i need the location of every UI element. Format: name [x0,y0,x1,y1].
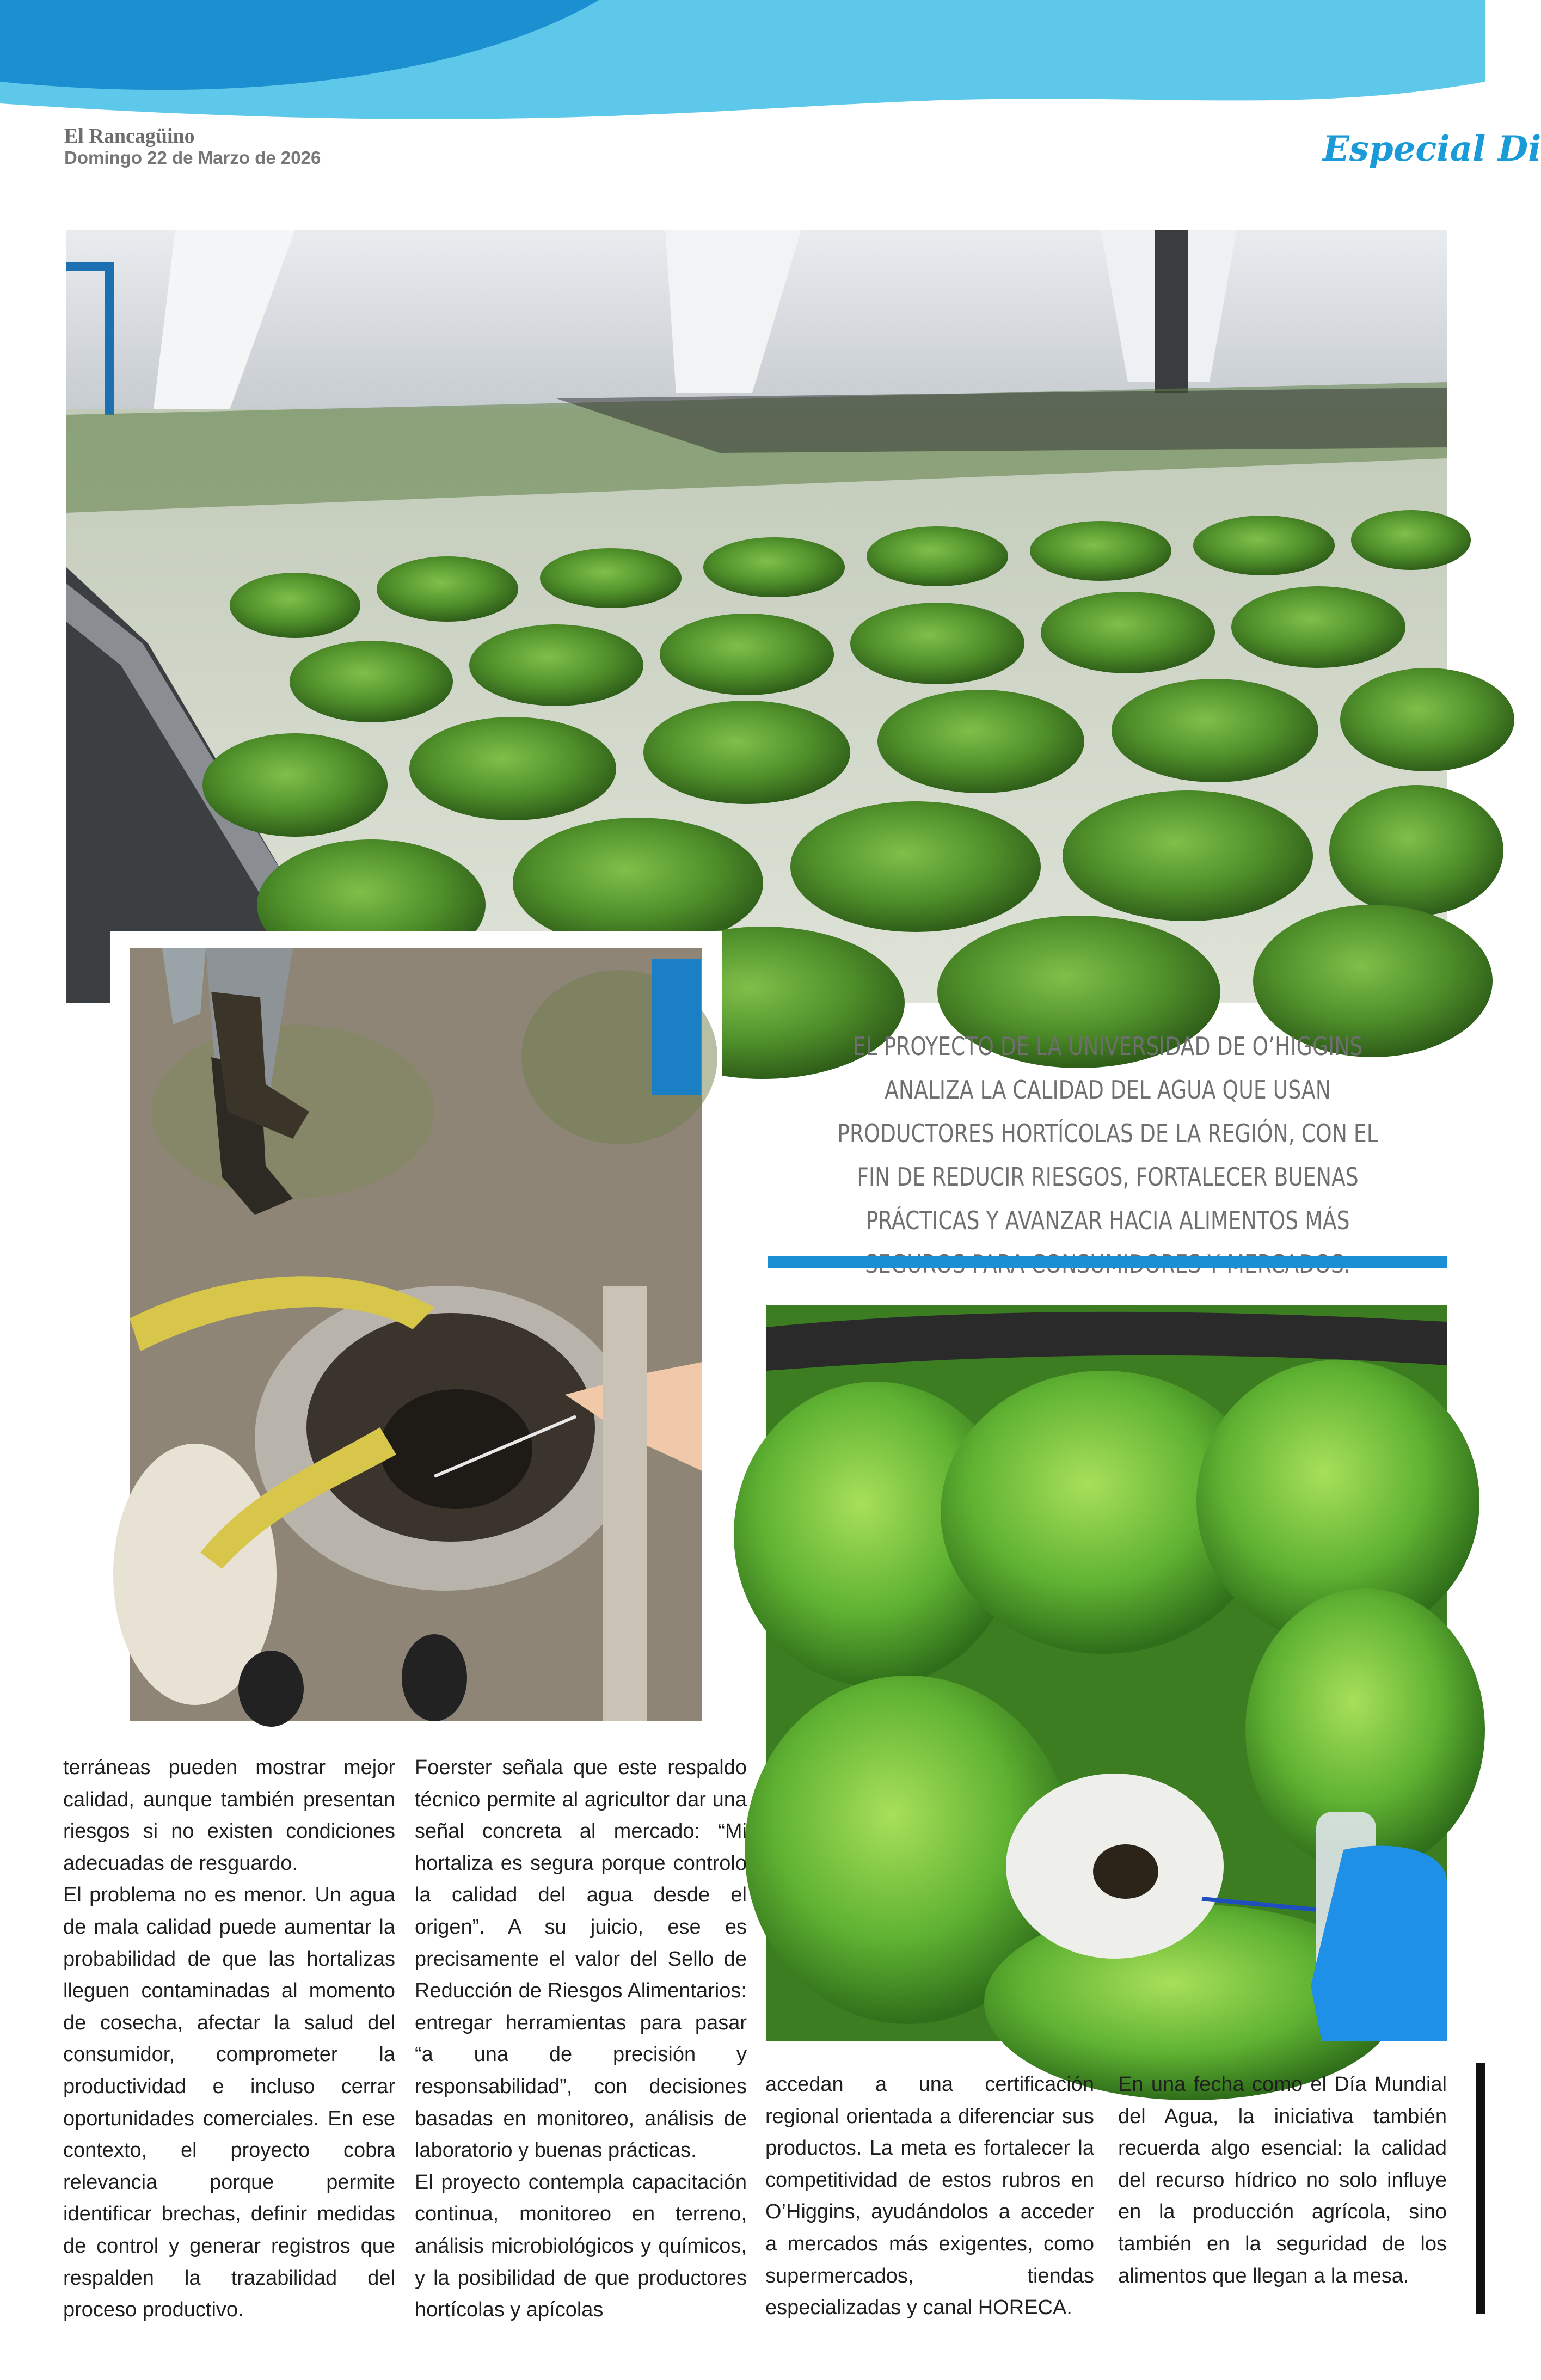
masthead [64,125,321,169]
article-paragraph: El proyecto contempla capacitación continua, monitoreo en terreno, análisis microbiológicos y químicos, y la posibilidad de que productores hortícolas y apícolas [415,2170,747,2322]
article-column-4 [1118,2069,1447,2292]
page-edge-mark [1476,2063,1485,2314]
article-column-3 [765,2069,1094,2324]
issue-date: Domingo 22 de Marzo de 2026 [64,148,321,168]
header-wave [0,0,1485,142]
article-column-2 [415,1752,747,2326]
section-title: Especial Di [1323,128,1541,169]
article-paragraph: terráneas pueden mostrar mejor calidad, aunque también presentan riesgos si no existen condiciones adecuadas de resguardo. [63,1756,395,1875]
well-water-sampling-photo [130,948,702,1721]
greenhouse-lettuce-photo [66,230,1447,1003]
lettuce-sample-photo [766,1305,1447,2041]
pull-quote: EL PROYECTO DE LA UNIVERSIDAD DE O’HIGGINS ANALIZA LA CALIDAD DEL AGUA QUE USAN PRODUCTORES HORTÍCOLAS DE LA REGIÓN, CON EL FIN DE REDUCIR RIESGOS, FORTALECER BUENAS PRÁCTICAS Y AVANZAR HACIA ALIMENTOS MÁS [837,1032,1378,1235]
article-paragraph: Foerster señala que este respaldo técnico permite al agricultor dar una señal concreta al mercado: “Mi hortaliza es segura porque controlo la calidad del agua desde el origen”. A su juicio, ese es precisamente el valor del Sello de Reducción de Riesgos Alimentarios: entregar herramientas para pasar “a una de precisión y responsabilidad”, con decisiones basadas en monitoreo, análisis de laboratorio y buenas prácticas. [415,1756,747,2162]
article-paragraph: En una fecha como el Día Mundial del Agua, la iniciativa también recuerda algo esencial: la calidad del recurso hídrico no solo influye en la producción agrícola, sino también en la seguridad de los alimentos que llegan a la mesa. [1118,2073,1447,2287]
article-column-1 [63,1752,395,2326]
article-paragraph: El problema no es menor. Un agua de mala calidad puede aumentar la probabilidad de que las hortalizas lleguen contaminadas al momento de cosecha, afectar la salud del consumidor, comprometer la productividad e incluso cerrar oportunidades comerciales. En ese contexto, el proyecto cobra relevancia porque permite identificar brechas, definir medidas de control y generar registros que respalden la trazabilidad del proceso productivo. [63,1884,395,2322]
article-paragraph: accedan a una certificación regional orientada a diferenciar sus productos. La meta es fortalecer la competitividad de estos rubros en O’Higgins, ayudándolos a acceder a mercados más exigentes, como supermercados, tiendas especializadas y canal HORECA. [765,2073,1094,2320]
newspaper-name: El Rancagüino [64,125,195,148]
accent-rule [768,1256,1447,1268]
